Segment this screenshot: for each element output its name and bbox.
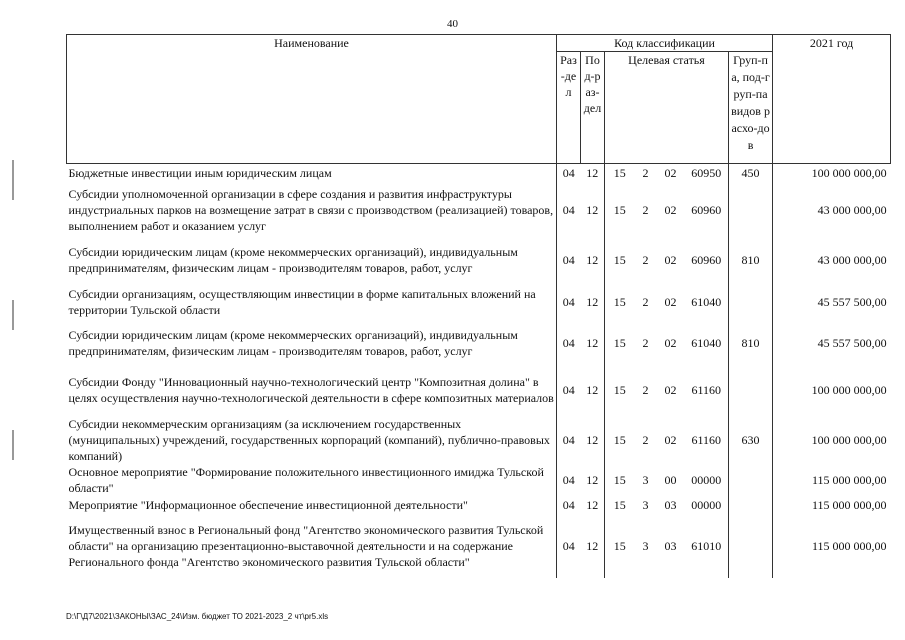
- row-target-4: 61040: [691, 335, 722, 350]
- row-name: Основное мероприятие "Формирование положительного инвестиционного имиджа Тульской области": [67, 464, 557, 496]
- row-target-2: 3: [642, 472, 649, 487]
- table-row: [67, 464, 891, 496]
- row-amount: 115 000 000,00: [773, 514, 891, 578]
- row-target-2: 2: [642, 294, 649, 309]
- row-group: 810: [729, 238, 773, 282]
- row-name: Субсидии Фонду "Инновационный научно-технологический центр "Композитная долина" в целях осуществления научно-технологической деятельности в сфере композитных материалов: [67, 364, 557, 416]
- row-amount: 100 000 000,00: [773, 416, 891, 464]
- row-name: Имущественный взнос в Региональный фонд "Агентство экономического развития Тульской области" на организацию презентационно-выставочной деятельности и на содержание Регионального фонда "Агентство экономического развития Тульской области": [67, 514, 557, 578]
- row-amount: 115 000 000,00: [773, 464, 891, 496]
- row-amount: 100 000 000,00: [773, 364, 891, 416]
- row-amount: 45 557 500,00: [773, 282, 891, 322]
- row-razdel: 04: [562, 382, 575, 397]
- row-target-1: 15: [605, 416, 635, 464]
- row-amount: 45 557 500,00: [773, 322, 891, 364]
- scan-edge-mark: [12, 430, 14, 460]
- file-path-footer: D:\Г\Д7\2021\ЗАКОНЫ\ЗАС_24\Изм. бюджет ТО 2021-2023_2 чт\pr5.xls: [66, 612, 329, 621]
- row-target-4: 60960: [691, 252, 722, 267]
- row-target-3: 02: [664, 382, 677, 397]
- row-target-4: 61010: [691, 538, 722, 553]
- table-row: [67, 164, 891, 182]
- header-name: Наименование: [67, 35, 557, 164]
- row-target-1: 15: [605, 322, 635, 364]
- row-target-2: 2: [642, 432, 649, 447]
- row-podrazdel: 12: [586, 252, 599, 267]
- table-row: [67, 514, 891, 578]
- row-podrazdel: 12: [586, 472, 599, 487]
- row-target-3: 02: [664, 165, 677, 180]
- row-podrazdel: 12: [586, 165, 599, 180]
- row-razdel: 04: [562, 538, 575, 553]
- row-target-2: 2: [642, 382, 649, 397]
- header-group: Груп-па, под-груп-па видов расхо-дов: [729, 52, 773, 164]
- row-target-3: 02: [664, 432, 677, 447]
- row-name: Бюджетные инвестиции иным юридическим лицам: [67, 164, 557, 182]
- row-group: [729, 514, 773, 578]
- row-target-1: 15: [605, 464, 635, 496]
- row-target-2: 2: [642, 165, 649, 180]
- row-target-4: 61160: [691, 432, 722, 447]
- row-target-2: 3: [642, 538, 649, 553]
- row-target-2: 2: [642, 202, 649, 217]
- row-target-3: 02: [664, 202, 677, 217]
- row-target-1: 15: [605, 238, 635, 282]
- row-group: [729, 496, 773, 514]
- row-razdel: 04: [562, 497, 575, 512]
- table-row: [67, 496, 891, 514]
- header-code-group: Код классификации: [557, 35, 773, 52]
- row-target-1: 15: [605, 496, 635, 514]
- row-target-3: 02: [664, 252, 677, 267]
- row-target-1: 15: [605, 514, 635, 578]
- row-razdel: 04: [562, 294, 575, 309]
- row-amount: 115 000 000,00: [773, 496, 891, 514]
- row-target-4: 61040: [691, 294, 722, 309]
- row-target-4: 60950: [691, 165, 722, 180]
- row-group: [729, 464, 773, 496]
- row-target-4: 00000: [691, 497, 722, 512]
- row-name: Субсидии некоммерческим организациям (за исключением государственных (муниципальных) учреждений, государственных корпораций (компаний), публично-правовых компаний): [67, 416, 557, 464]
- row-amount: 43 000 000,00: [773, 238, 891, 282]
- row-target-1: 15: [605, 364, 635, 416]
- row-amount: 100 000 000,00: [773, 164, 891, 182]
- row-group: 630: [729, 416, 773, 464]
- row-podrazdel: 12: [586, 382, 599, 397]
- scan-edge-mark: [12, 160, 14, 200]
- row-target-2: 3: [642, 497, 649, 512]
- row-target-1: 15: [605, 182, 635, 238]
- row-target-1: 15: [605, 282, 635, 322]
- row-group: 810: [729, 322, 773, 364]
- header-target: Целевая статья: [605, 52, 729, 164]
- table-row: [67, 182, 891, 238]
- table-row: [67, 238, 891, 282]
- row-podrazdel: 12: [586, 538, 599, 553]
- row-group: [729, 364, 773, 416]
- row-target-3: 02: [664, 335, 677, 350]
- row-razdel: 04: [562, 335, 575, 350]
- budget-table: [66, 34, 891, 578]
- row-group: [729, 282, 773, 322]
- row-target-1: 15: [605, 164, 635, 182]
- row-target-4: 61160: [691, 382, 722, 397]
- table-row: [67, 282, 891, 322]
- row-name: Субсидии юридическим лицам (кроме некоммерческих организаций), индивидуальным предпринимателям, физическим лицам - производителям товаров, работ, услуг: [67, 238, 557, 282]
- row-razdel: 04: [562, 432, 575, 447]
- header-year: 2021 год: [773, 35, 891, 164]
- table-row: [67, 364, 891, 416]
- row-podrazdel: 12: [586, 335, 599, 350]
- row-podrazdel: 12: [586, 497, 599, 512]
- row-razdel: 04: [562, 252, 575, 267]
- row-name: Субсидии юридическим лицам (кроме некоммерческих организаций), индивидуальным предпринимателям, физическим лицам - производителям товаров, работ, услуг: [67, 322, 557, 364]
- table-row: [67, 322, 891, 364]
- row-podrazdel: 12: [586, 202, 599, 217]
- row-amount: 43 000 000,00: [773, 182, 891, 238]
- row-name: Субсидии уполномоченной организации в сфере создания и развития инфраструктуры индустриальных парков на возмещение затрат в связи с производством (реализацией) товаров, выполнением работ и оказанием услуг: [67, 182, 557, 238]
- page-number: 40: [447, 18, 458, 30]
- row-target-2: 2: [642, 252, 649, 267]
- row-name: Мероприятие "Информационное обеспечение инвестиционной деятельности": [67, 496, 557, 514]
- table-row: [67, 416, 891, 464]
- row-target-3: 02: [664, 294, 677, 309]
- row-target-4: 60960: [691, 202, 722, 217]
- row-podrazdel: 12: [586, 432, 599, 447]
- row-razdel: 04: [562, 165, 575, 180]
- row-group: [729, 182, 773, 238]
- row-razdel: 04: [562, 202, 575, 217]
- row-target-3: 03: [664, 538, 677, 553]
- row-target-4: 00000: [691, 472, 722, 487]
- header-podrazdel: Под-раз-дел: [581, 52, 605, 164]
- row-podrazdel: 12: [586, 294, 599, 309]
- row-target-2: 2: [642, 335, 649, 350]
- row-razdel: 04: [562, 472, 575, 487]
- scan-edge-mark: [12, 300, 14, 330]
- header-razdel: Раз-дел: [557, 52, 581, 164]
- row-group: 450: [729, 164, 773, 182]
- row-name: Субсидии организациям, осуществляющим инвестиции в форме капитальных вложений на территории Тульской области: [67, 282, 557, 322]
- row-target-3: 00: [664, 472, 677, 487]
- row-target-3: 03: [664, 497, 677, 512]
